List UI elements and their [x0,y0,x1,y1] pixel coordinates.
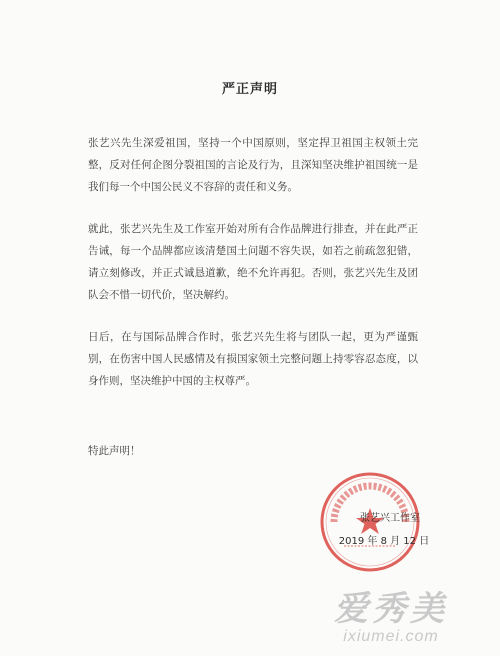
watermark-logo-text: 爱秀美 [334,589,448,629]
closing-statement: 特此声明！ [88,445,141,457]
signature-date: 2019 年 8 月 12 日 [338,536,430,547]
paragraph-3: 日后，在与国际品牌合作时，张艺兴先生将与团队一起，更为严谨甄别，在伤害中国人民感情及有损国家领土完整问题上持零容忍态度，以身作则，坚决维护中国的主权尊严。 [88,331,418,387]
site-watermark [296,590,486,646]
paragraph-2: 就此，张艺兴先生及工作室开始对所有合作品牌进行排查，并在此严正告诫，每一个品牌都应该清楚国土问题不容失误，如若之前疏忽犯错，请立刻修改，并正式诚恳道歉，绝不允许再犯。否则，张艺兴先生及团队会不惜一切代价，坚决解约。 [88,223,418,301]
watermark-url: ixiumei.com [343,628,439,645]
signature-name: 张艺兴工作室 [360,513,420,524]
paragraph-1: 张艺兴先生深爱祖国，坚持一个中国原则，坚定捍卫祖国主权领土完整，反对任何企图分裂祖国的言论及行为，且深知坚决维护祖国统一是我们每一个中国公民义不容辞的责任和义务。 [88,137,418,193]
document-title: 严正声明 [221,82,278,97]
